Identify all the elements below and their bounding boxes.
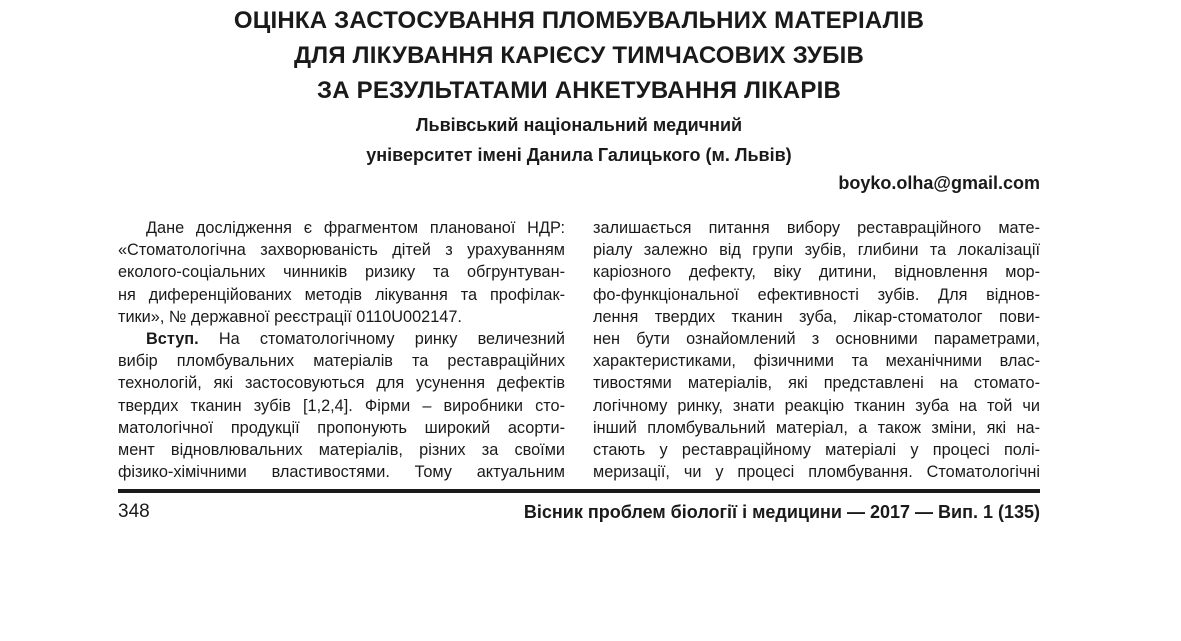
- text-line: тики», № державної реєстрації 0110U002147.: [118, 307, 462, 326]
- text-line: фізико-хімічними властивостями. Тому актуальним: [118, 463, 565, 482]
- author-email[interactable]: boyko.olha@gmail.com: [838, 173, 1040, 193]
- title-line: ОЦІНКА ЗАСТОСУВАННЯ ПЛОМБУВАЛЬНИХ МАТЕРІАЛІВ: [233, 7, 925, 34]
- text-line: інший пломбувальний матеріал, а також зміни, які на-: [593, 418, 1040, 437]
- footer-rule: [118, 489, 1040, 493]
- text-line: характеристиками, фізичними та механічними влас-: [593, 352, 1040, 371]
- text-line: тивостями матеріалів, які представлені на стомато-: [593, 374, 1040, 393]
- page-number: 348: [118, 501, 150, 522]
- text-line: Дане дослідження є фрагментом планованої НДР:: [146, 219, 565, 237]
- text-line: логічному ринку, знати реакцію тканин зуба на той чи: [593, 396, 1040, 415]
- text-line: твердих тканин зубів [1,2,4]. Фірми – виробники сто-: [118, 396, 565, 415]
- affiliation: [118, 110, 1040, 170]
- text-line: нен бути ознайомлений з основними параметрами,: [593, 329, 1040, 348]
- text-line: стають у реставраційному матеріалі у процесі полі-: [593, 440, 1040, 459]
- affiliation-line: Львівський національний медичний: [415, 115, 743, 135]
- text-line: каріозного дефекту, віку дитини, відновлення мор-: [593, 263, 1040, 282]
- text-line: ріалу залежно від групи зубів, глибини та локалізації: [593, 241, 1040, 260]
- text-line: мент відновлювальних матеріалів, різних за своїми: [118, 440, 565, 459]
- title-line: ДЛЯ ЛІКУВАННЯ КАРІЄСУ ТИМЧАСОВИХ ЗУБІВ: [294, 42, 864, 69]
- text-line: «Стоматологічна захворюваність дітей з урахуванням: [118, 241, 565, 260]
- text-line: фо-функціональної ефективності зубів. Для віднов-: [593, 285, 1040, 304]
- affiliation-line: університет імені Данила Галицького (м. Львів): [366, 145, 792, 165]
- text-line: еколого-соціальних чинників ризику та обгрунтуван-: [118, 263, 565, 282]
- intro-text: На стоматологічному ринку величезний: [198, 329, 565, 348]
- intro-label: Вступ.: [146, 329, 199, 348]
- title-line: ЗА РЕЗУЛЬТАТАМИ АНКЕТУВАННЯ ЛІКАРІВ: [317, 77, 841, 104]
- text-line: меризації, чи у процесі пломбування. Стоматологічні: [593, 463, 1040, 482]
- right-column: [593, 217, 1040, 483]
- text-line: вибір пломбувальних матеріалів та реставраційних: [118, 352, 565, 371]
- text-line: лення твердих тканин зуба, лікар-стоматолог пови-: [593, 307, 1040, 326]
- text-line: залишається питання вибору реставраційного мате-: [593, 219, 1040, 237]
- text-line: технологій, які застосовуються для усунення дефектів: [118, 374, 565, 393]
- intro-first-line: [118, 328, 565, 350]
- left-column: [118, 217, 565, 483]
- text-line: ня диференційованих методів лікування та профілак-: [118, 285, 565, 304]
- article-title: [118, 3, 1040, 108]
- text-line: матологічної продукції пропонують широкий асорти-: [118, 418, 565, 437]
- journal-citation: Вісник проблем біології і медицини — 2017 — Вип. 1 (135): [523, 502, 1040, 522]
